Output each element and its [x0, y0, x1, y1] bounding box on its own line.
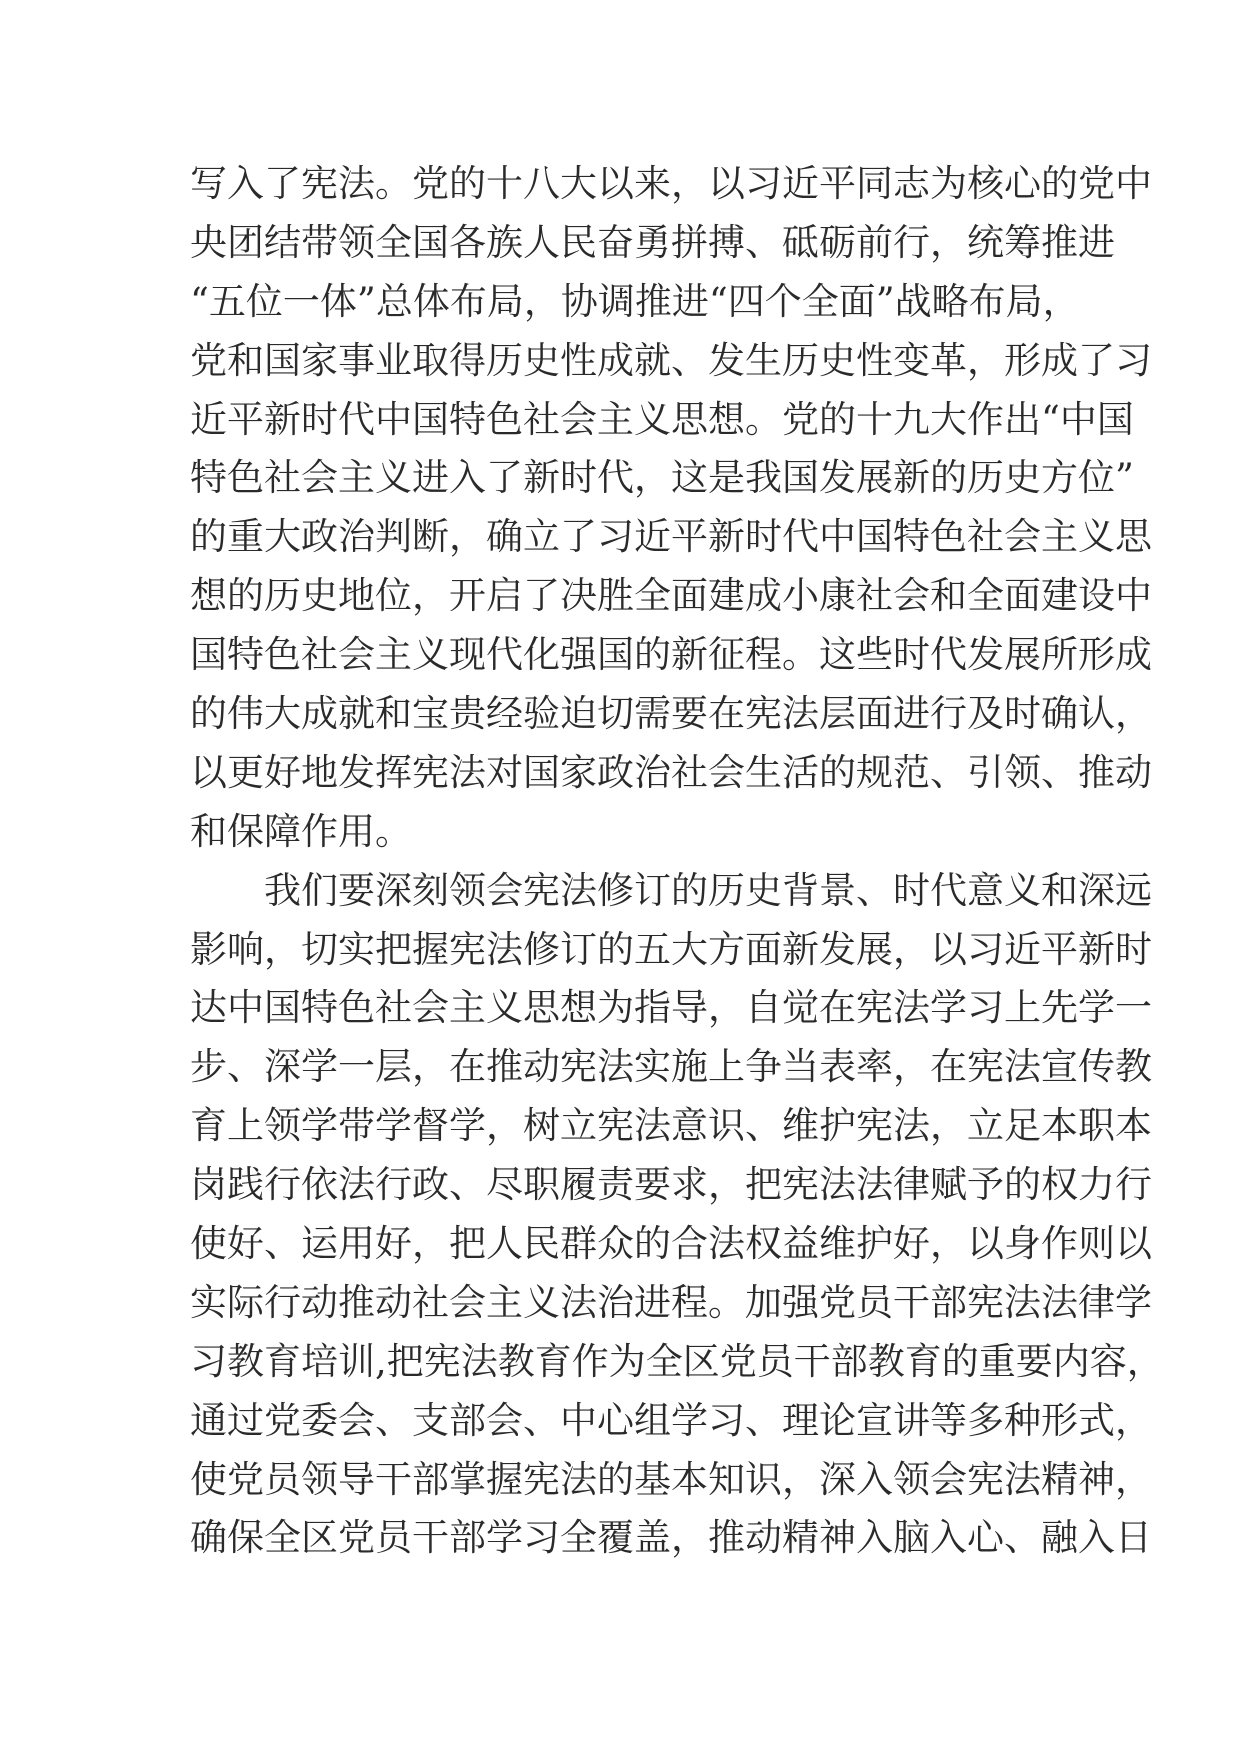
- paragraph-2-line: 步、深学一层，在推动宪法实施上争当表率，在宪法宣传教: [190, 1045, 1152, 1089]
- paragraph-1-line: 央团结带领全国各族人民奋勇拼搏、砥砺前行，统筹推进: [190, 220, 1115, 264]
- paragraph-2-line: 达中国特色社会主义思想为指导，自觉在宪法学习上先学一: [190, 986, 1152, 1030]
- paragraph-2-line: 岗践行依法行政、尽职履责要求，把宪法法律赋予的权力行: [190, 1163, 1152, 1207]
- paragraph-1-line: “五位一体”总体布局，协调推进“四个全面”战略布局，: [190, 279, 1080, 323]
- paragraph-1-line: 以更好地发挥宪法对国家政治社会生活的规范、引领、推动: [190, 750, 1152, 794]
- paragraph-1-line: 近平新时代中国特色社会主义思想。党的十九大作出“中国: [190, 397, 1134, 441]
- paragraph-1-line: 国特色社会主义现代化强国的新征程。这些时代发展所形成: [190, 633, 1152, 677]
- paragraph-1-line: 想的历史地位，开启了决胜全面建成小康社会和全面建设中: [190, 574, 1152, 618]
- paragraph-2-line: 我们要深刻领会宪法修订的历史背景、时代意义和深远: [264, 868, 1152, 912]
- paragraph-2-line: 通过党委会、支部会、中心组学习、理论宣讲等多种形式，: [190, 1398, 1152, 1442]
- document-body: [190, 155, 1164, 1568]
- paragraph-1-line: 特色社会主义进入了新时代，这是我国发展新的历史方位”: [190, 456, 1134, 500]
- paragraph-2-line: 使好、运用好，把人民群众的合法权益维护好，以身作则以: [190, 1222, 1152, 1266]
- paragraph-2-line: 使党员领导干部掌握宪法的基本知识，深入领会宪法精神，: [190, 1457, 1152, 1501]
- paragraph-1-line: 的伟大成就和宝贵经验迫切需要在宪法层面进行及时确认，: [190, 692, 1152, 736]
- paragraph-1-line: 和保障作用。: [190, 809, 412, 853]
- paragraph-1-line: 写入了宪法。党的十八大以来，以习近平同志为核心的党中: [190, 162, 1152, 205]
- paragraph-1: [190, 155, 1152, 862]
- paragraph-1-line: 党和国家事业取得历史性成就、发生历史性变革，形成了习: [190, 338, 1152, 382]
- paragraph-2: [190, 862, 1164, 1569]
- paragraph-2-line: 实际行动推动社会主义法治进程。加强党员干部宪法法律学: [190, 1280, 1152, 1324]
- paragraph-2-line: 确保全区党员干部学习全覆盖，推动精神入脑入心、融入日: [190, 1516, 1152, 1560]
- paragraph-2-line: 影响，切实把握宪法修订的五大方面新发展，以习近平新时: [190, 927, 1152, 971]
- paragraph-2-line: 育上领学带学督学，树立宪法意识、维护宪法，立足本职本: [190, 1104, 1152, 1148]
- paragraph-1-line: 的重大政治判断，确立了习近平新时代中国特色社会主义思: [190, 515, 1152, 559]
- paragraph-2-line: 习教育培训,把宪法教育作为全区党员干部教育的重要内容，: [190, 1339, 1164, 1383]
